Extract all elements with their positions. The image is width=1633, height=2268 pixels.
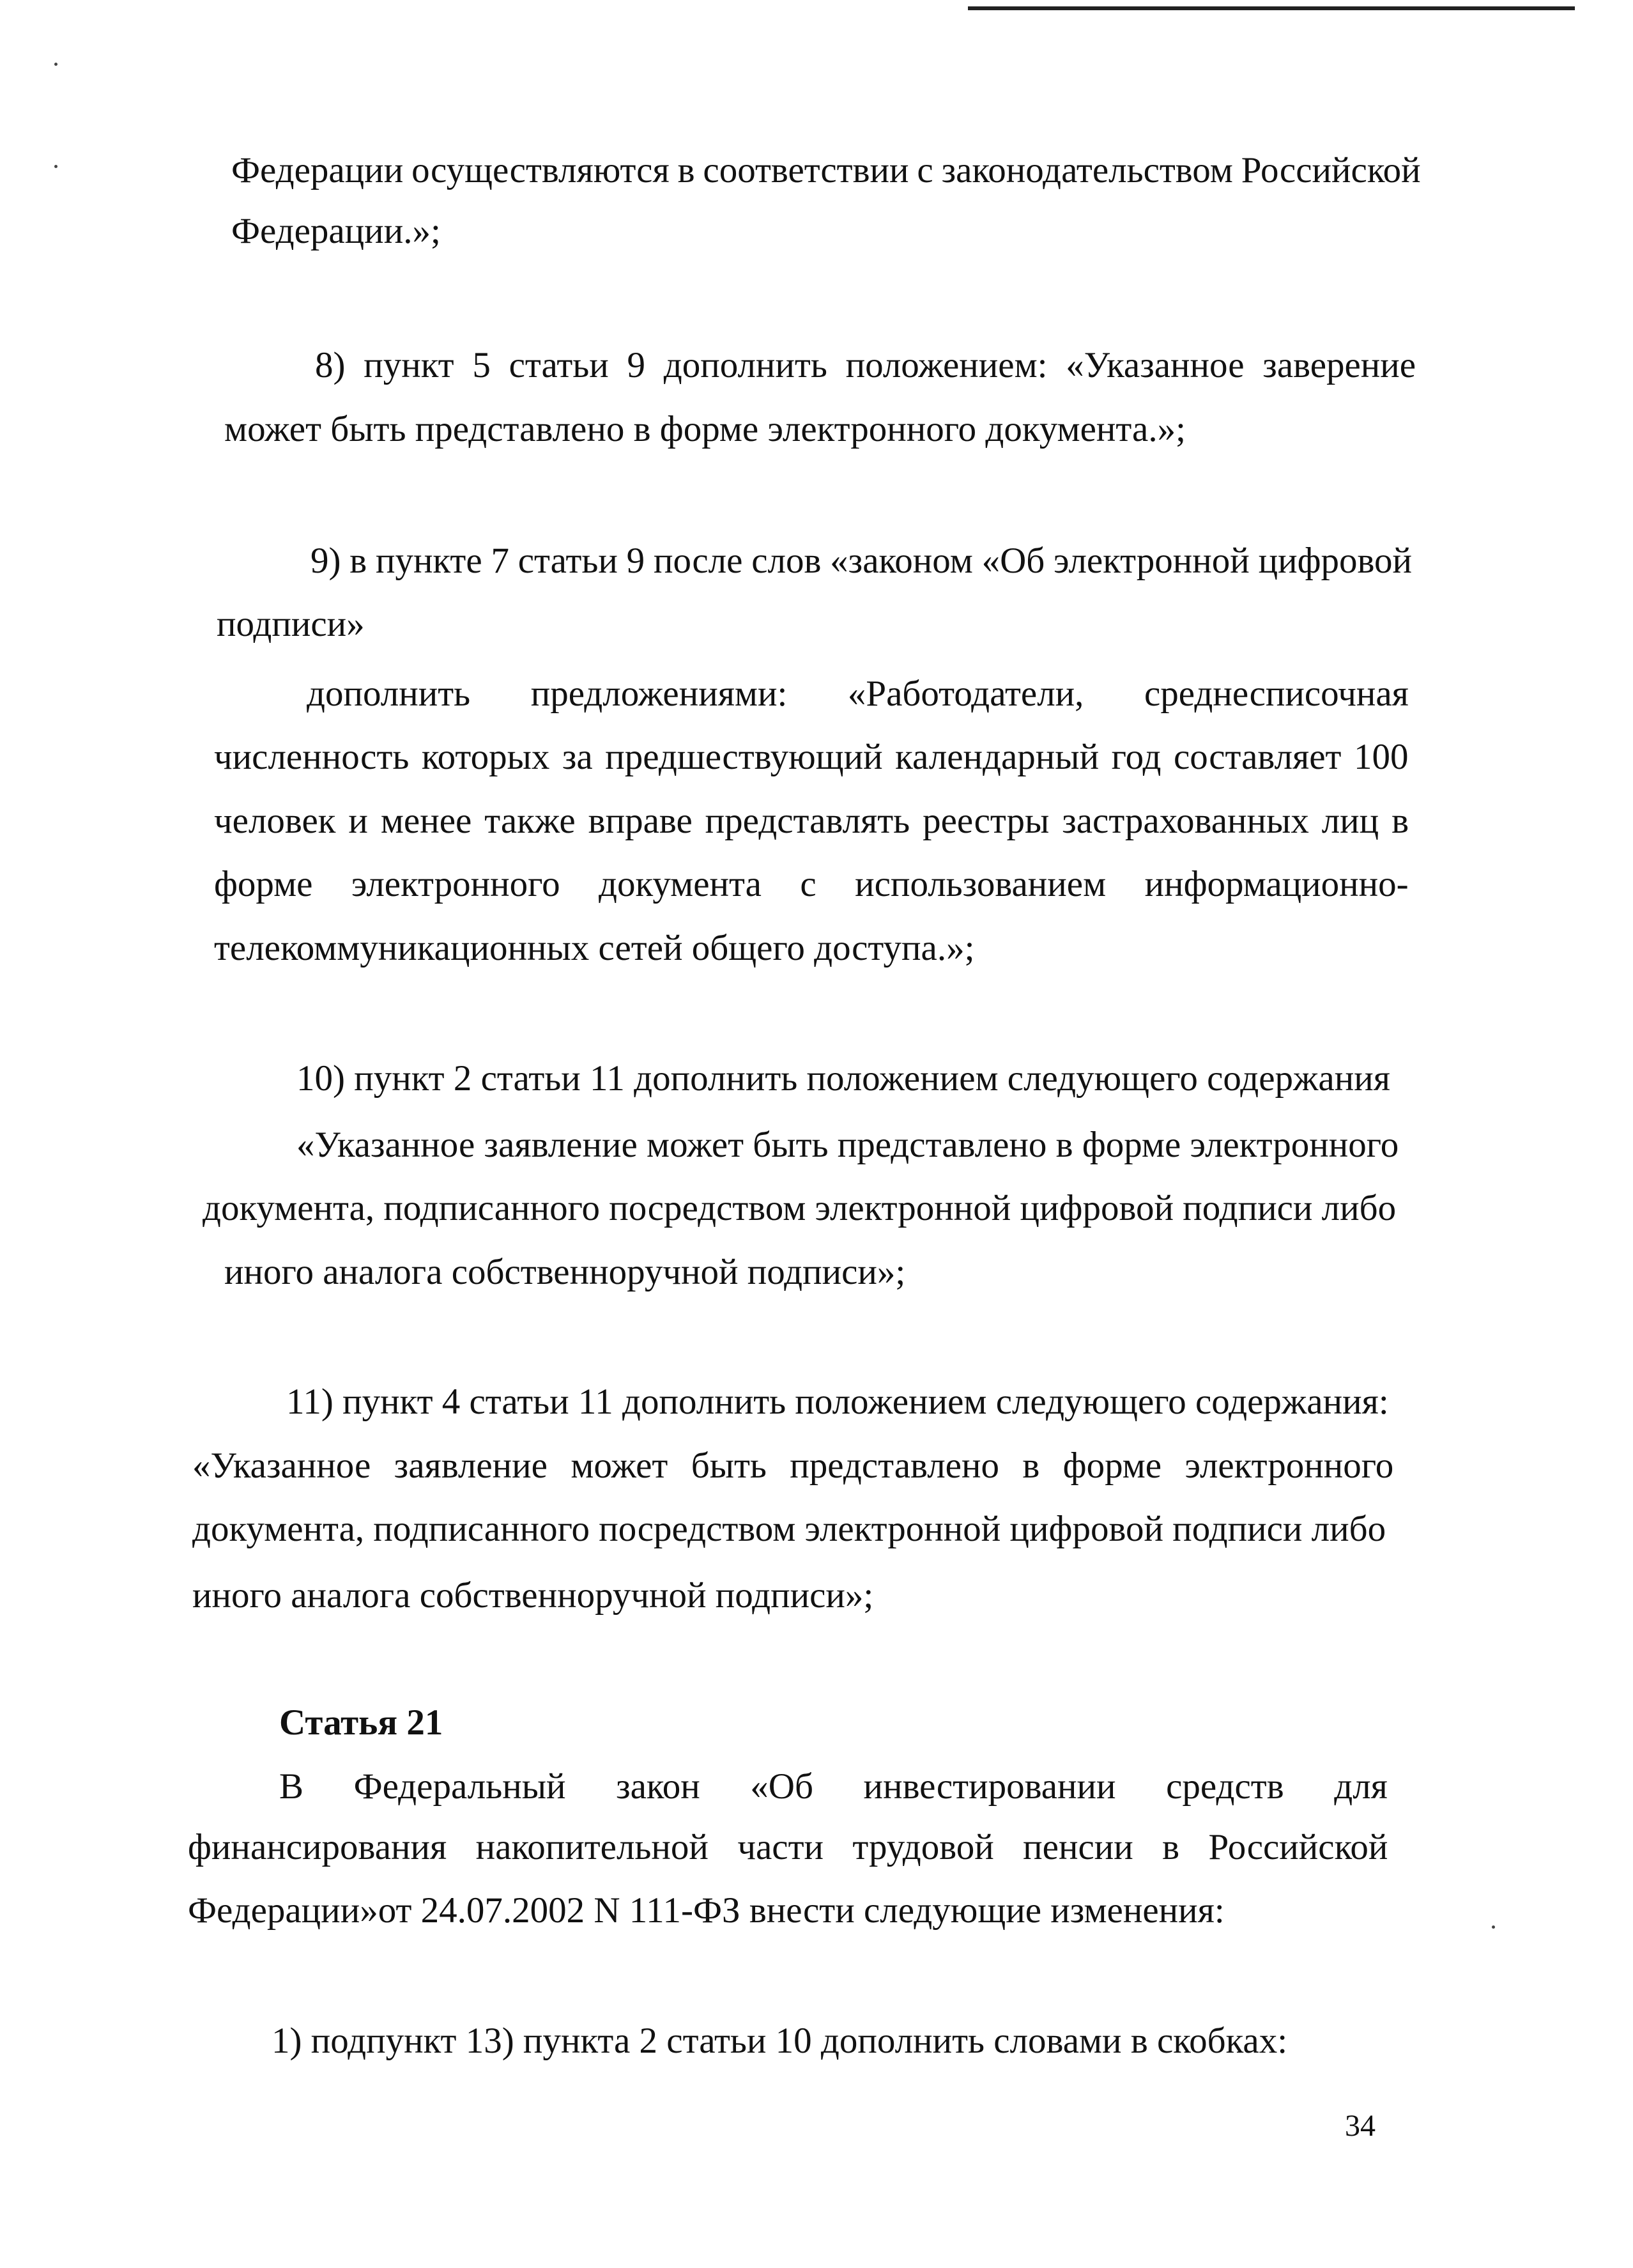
text-line: «Указанное заявление может быть представлено в форме электронного (296, 1125, 1399, 1165)
text-line: В Федеральный закон «Об инвестировании средств для (279, 1766, 1388, 1807)
text-line: иного аналога собственноручной подписи»; (192, 1575, 874, 1616)
text-line: 1) подпункт 13) пункта 2 статьи 10 дополнить словами в скобках: (272, 2021, 1288, 2061)
text-line: документа, подписанного посредством электронной цифровой подписи либо (192, 1509, 1386, 1549)
text-line: может быть представлено в форме электронного документа.»; (224, 409, 1186, 449)
text-line: 8) пункт 5 статьи 9 дополнить положением: «Указанное заверение (315, 345, 1416, 385)
text-line: подписи» (217, 604, 365, 644)
scan-speck (54, 63, 57, 66)
text-line: финансирования накопительной части трудовой пенсии в Российской (188, 1827, 1388, 1867)
scan-speck (1492, 1925, 1495, 1929)
text-line: 11) пункт 4 статьи 11 дополнить положением следующего содержания: (286, 1382, 1389, 1422)
article-heading: Статья 21 (279, 1702, 443, 1743)
text-line: дополнить предложениями: «Работодатели, среднесписочная (307, 674, 1409, 714)
scan-top-rule (968, 6, 1575, 10)
text-line: «Указанное заявление может быть представлено в форме электронного (192, 1446, 1394, 1486)
text-line: Федерации осуществляются в соответствии с законодательством Российской (231, 150, 1421, 190)
text-line: телекоммуникационных сетей общего доступа.»; (214, 928, 975, 968)
text-line: человек и менее также вправе представлять реестры застрахованных лиц в (214, 801, 1409, 841)
scan-speck (54, 165, 57, 168)
page-number: 34 (1345, 2109, 1376, 2143)
text-line: документа, подписанного посредством электронной цифровой подписи либо (203, 1188, 1397, 1228)
text-line: форме электронного документа с использованием информационно- (214, 864, 1409, 904)
text-line: 10) пункт 2 статьи 11 дополнить положением следующего содержания (296, 1058, 1390, 1099)
text-line: иного аналога собственноручной подписи»; (224, 1252, 906, 1292)
text-line: Федерации.»; (231, 211, 441, 251)
text-line: Федерации»от 24.07.2002 N 111-ФЗ внести следующие изменения: (188, 1890, 1225, 1931)
text-line: численность которых за предшествующий календарный год составляет 100 (214, 737, 1409, 777)
text-line: 9) в пункте 7 статьи 9 после слов «законом «Об электронной цифровой (310, 541, 1413, 581)
